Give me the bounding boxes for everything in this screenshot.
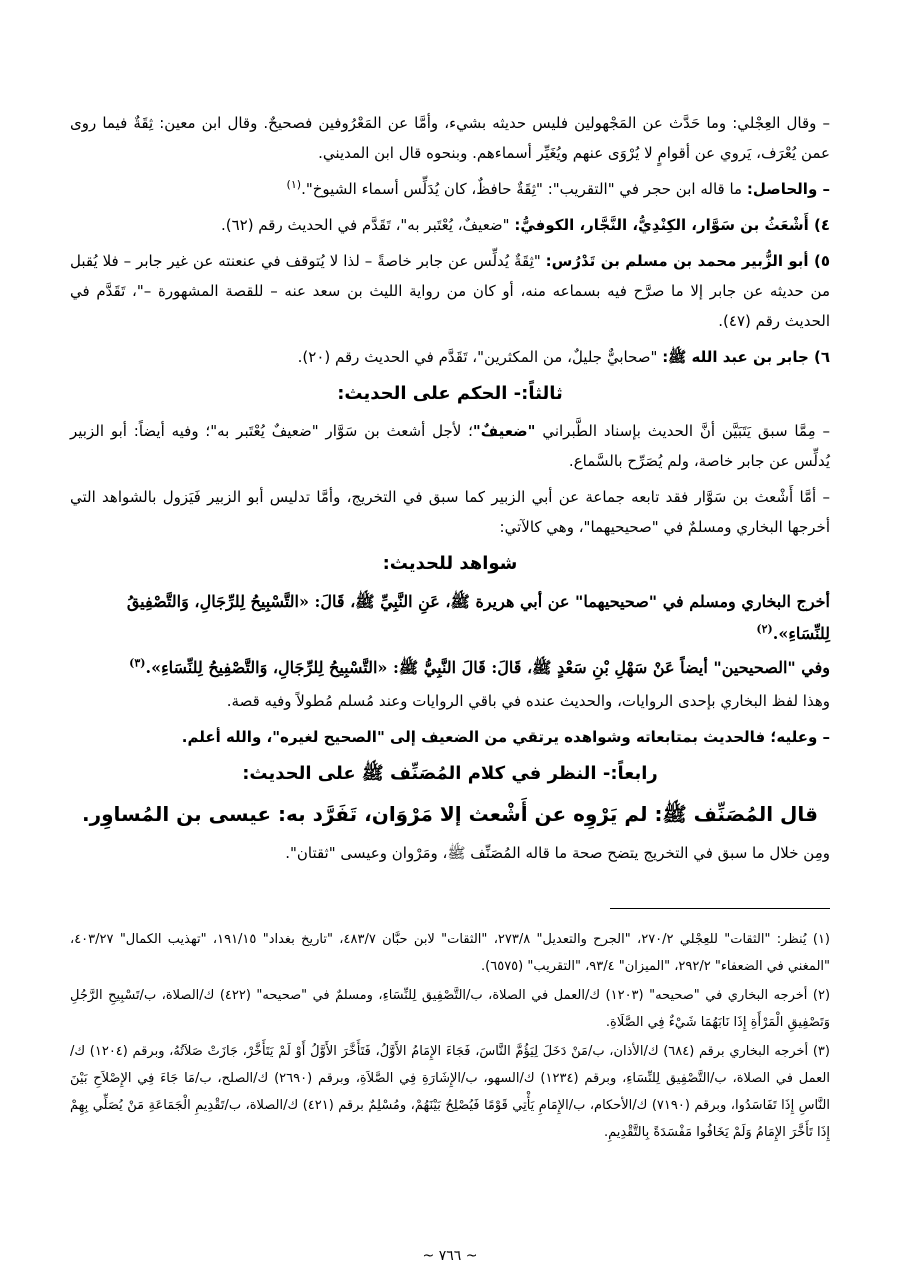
heading-ruling: ثالثاً:- الحكم على الحديث: — [337, 383, 563, 404]
paragraph-narrator-6 — [70, 342, 830, 372]
paragraph-conclusion — [70, 722, 830, 752]
hadith-2-text: وفي "الصحيحين" أيضاً عَنْ سَهْلِ بْنِ سَعْدٍ ﷺ، قَالَ: قَالَ النَّبِيُّ ﷺ: «التَّسْبِيحُ لِلرِّجَالِ، وَالتَّصْفِيحُ لِلنِّسَاءِ». — [145, 658, 830, 677]
footnote-ref-2[interactable]: (٢) — [756, 622, 773, 636]
narrator-4-name: ٤) أَشْعَثُ بن سَوَّار، الكِنْدِيُّ، النَّجَّار، الكوفيُّ: — [514, 216, 830, 234]
paragraph-followups — [70, 482, 830, 542]
paragraph-ijli — [70, 108, 830, 168]
footnote-ref-1[interactable]: (١) — [286, 178, 302, 191]
summary-text: ما قاله ابن حجر في "التقريب": "ثِقَةٌ حافظٌ، كان يُدَلِّس أسماء الشيوخ". — [301, 180, 747, 198]
paragraph-final — [70, 838, 830, 868]
hadith-1 — [70, 586, 830, 650]
heading-author-review: رابعاً:- النظر في كلام المُصَنِّف ﷺ على الحديث: — [242, 763, 658, 784]
paragraph-wording — [70, 686, 830, 716]
paragraph-narrator-4 — [70, 210, 830, 240]
footnote-2: (٢) أخرجه البخاري في "صحيحه" (١٢٠٣) ك/العمل في الصلاة، ب/التَّصْفِيق لِلنِّسَاءِ، ومسلمٌ في "صحيحه" (٤٢٢) ك/الصلاة، ب/تَسْبِيحِ الرَّجُلِ وَتَصْفِيقِ الْمَرْأَةِ إِذَا نَابَهُمَا شَيْءٌ فِي الصَّلَاةِ. — [70, 988, 831, 1030]
paragraph-narrator-5 — [70, 246, 830, 336]
conclusion-text: – وعليه؛ فالحديث بمتابعاته وشواهده يرتقي من الضعيف إلى "الصحيح لغيره"، والله أعلم. — [181, 728, 830, 746]
footnote-1: (١) يُنظر: "الثقات" للعِجْلي ٢٧٠/٢، "الجرح والتعديل" ٢٧٣/٨، "الثقات" لابن حبَّان ٤٨٣/٧، "تاريخ بغداد" ١٩١/١٥، "تهذيب الكمال" ٤٠٣/٢٧، "المغني في الضعفاء" ٢٩٢/٢، "الميزان" ٩٣/٤، "التقريب" (٦٥٧٥). — [70, 932, 830, 974]
paragraph-summary — [70, 174, 830, 204]
text-ijli: – وقال العِجْلي: وما حَدَّث عن المَجْهولين فليس حديثه بشيء، وأمَّا عن المَعْرُوفين فصحيحٌ. وقال ابن معين: ثِقَةٌ فيما روى عمن يُعْرَف، يَروي عن أقوامٍ لا يُرْوَى عنهم ويُغَيِّر أسماءهم. وبنحوه قال ابن المديني. — [70, 114, 830, 162]
heading-shawahid: شواهد للحديث: — [382, 553, 518, 574]
ruling-pre: – مِمَّا سبق يَتَبَيَّن أنَّ الحديث بإسناد الطَّبراني — [535, 422, 830, 440]
hadith-1-text: أخرج البخاري ومسلم في "صحيحيهما" عن أبي هريرة ﷺ، عَنِ النَّبِيِّ ﷺ، قَالَ: «التَّسْبِيحُ لِلرِّجَالِ، وَالتَّصْفِيقُ لِلنِّسَاءِ». — [126, 592, 830, 643]
ruling-post: ؛ لأجل أشعث بن سَوَّار "ضعيفٌ يُعْتَبر به"؛ وفيه أيضاً: أبو الزبير يُدلِّس عن جابر خاصة، ولم يُصَرِّح بالسَّماع. — [70, 422, 830, 470]
narrator-5-text: "ثِقَةٌ يُدلِّس عن جابر خاصةً – لذا لا يُتوقف في عنعنته عن غير جابر – فلا يُقبل من حديثه عن جابر إلا ما صرَّح فيه بسماعه منه، أو كان من رواية الليث بن سعد عنه – للقصة المشهورة –"، تَقَدَّم في الحديث رقم (٤٧). — [70, 252, 830, 330]
narrator-6-text: "صحابيٌّ جليلٌ، من المكثرين"، تَقَدَّم في الحديث رقم (٢٠). — [297, 348, 663, 366]
final-text: ومِن خلال ما سبق في التخريج يتضح صحة ما قاله المُصَنِّف ﷺ، ومَرْوان وعيسى "ثقتان". — [285, 844, 830, 862]
followups-text: – أمَّا أَشْعث بن سَوَّار فقد تابعه جماعة عن أبي الزبير كما سبق في التخريج، وأمَّا تدليس أبو الزبير فَيَزول بالشواهد التي أخرجها البخاري ومسلمٌ في "صحيحيهما"، وهي كالآتي: — [70, 488, 830, 536]
narrator-6-name: ٦) جابر بن عبد الله ﷺ: — [662, 348, 830, 366]
summary-label: – والحاصل: — [746, 180, 830, 198]
footnotes — [70, 926, 830, 1148]
page-number: ~ ٧٦٦ ~ — [422, 1248, 478, 1264]
footnote-divider — [610, 908, 830, 909]
wording-text: وهذا لفظ البخاري بإحدى الروايات، والحديث عنده في باقي الروايات وعند مُسلم مُطولاً وفيه قصة. — [226, 692, 830, 710]
hadith-2 — [70, 652, 830, 684]
footnote-3: (٣) أخرجه البخاري برقم (٦٨٤) ك/الأذان، ب/مَنْ دَخَلَ لِيَؤُمَّ النَّاسَ، فَجَاءَ الإِمَامُ الأَوَّلُ، فَتَأَخَّرَ الأَوَّلُ أَوْ لَمْ يَتَأَخَّرْ، جَازَتْ صَلاَتُهُ، وبرقم (١٢٠٤) ك/العمل في الصلاة، ب/التَّصْفِيق لِلنِّسَاءِ، وبرقم (١٢٣٤) ك/السهو، ب/الإِشَارَةِ فِي الصَّلاَةِ، وبرقم (٢٦٩٠) ك/الصلح، ب/مَا جَاءَ فِي الإِصْلاَحِ بَيْنَ النَّاسِ إِذَا تَفَاسَدُوا، وبرقم (٧١٩٠) ك/الأحكام، ب/الإِمَامِ يَأْتِي قَوْمًا فَيُصْلِحُ بَيْنَهُمْ، ومُسْلِمٌ برقم (٤٢١) ك/الصلاة، ب/تَقْدِيمِ الْجَمَاعَةِ مَنْ يُصَلِّي بِهِمْ إِذَا تَأَخَّرَ الإِمَامُ وَلَمْ يَخَافُوا مَفْسَدَةً بِالتَّقْدِيمِ. — [70, 1044, 830, 1140]
ruling-weak: "ضعيفٌ" — [472, 422, 536, 440]
paragraph-ruling — [70, 416, 830, 476]
narrator-5-name: ٥) أبو الزُّبير محمد بن مسلم بن تَدْرُس: — [545, 252, 830, 270]
heading-author-quote: قال المُصَنِّف ﷺ: لم يَرْوِه عن أَشْعث إلا مَرْوَان، تَفَرَّد به: عيسى بن المُساوِر. — [82, 802, 818, 826]
page-content — [70, 108, 830, 1273]
footnote-ref-3[interactable]: (٣) — [129, 656, 146, 670]
narrator-4-text: "ضعيفٌ، يُعْتَبر به"، تَقَدَّم في الحديث رقم (٦٢). — [220, 216, 515, 234]
